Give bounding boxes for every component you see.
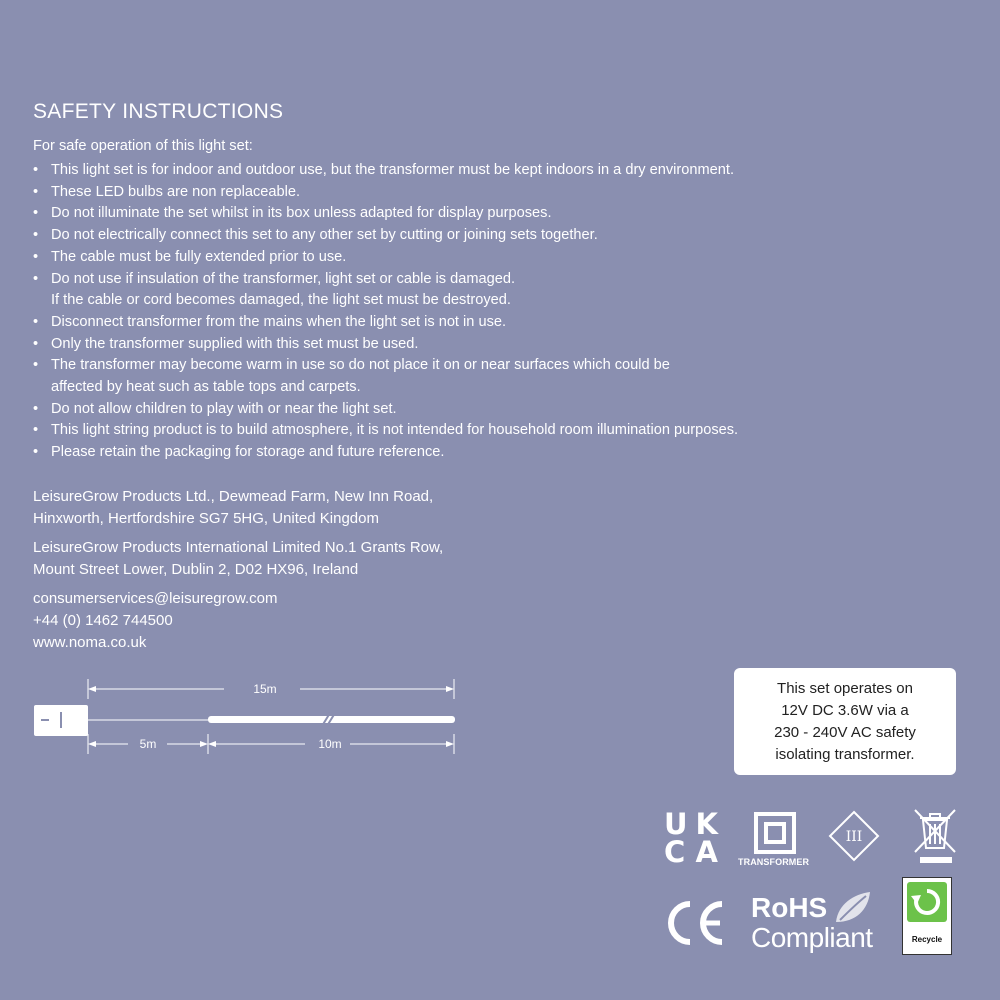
contact-website: www.noma.co.uk: [33, 634, 147, 651]
contact-email: consumerservices@leisuregrow.com: [33, 590, 278, 607]
page-title: SAFETY INSTRUCTIONS: [33, 100, 284, 123]
arrowhead: [88, 686, 96, 692]
svg-text:CA: CA: [664, 835, 718, 864]
lead-length-label: 5m: [139, 737, 157, 751]
operation-info-box: This set operates on 12V DC 3.6W via a 230 - 240V AC safety isolating transformer.: [734, 668, 956, 775]
svg-text:III: III: [845, 829, 863, 845]
plug-pin: [41, 719, 49, 721]
transformer-label: TRANSFORMER: [738, 857, 810, 867]
svg-text:UK: UK: [664, 808, 718, 841]
list-item: • The cable must be fully extended prior to use.: [33, 247, 738, 269]
arrowhead: [208, 741, 216, 747]
plug-pin: [60, 712, 62, 728]
break-mark: [327, 713, 335, 726]
lit-length-label: 10m: [318, 737, 342, 751]
list-item: • The transformer may become warm in use so do not place it on or near surfaces which could be affected by heat such as table tops and carpets.: [33, 355, 738, 398]
light-string: [208, 716, 455, 723]
recycle-mark: Recycle: [902, 877, 952, 955]
list-item: • Do not illuminate the set whilst in its box unless adapted for display purposes.: [33, 203, 738, 225]
recycle-icon: [907, 882, 947, 922]
uk-address: LeisureGrow Products Ltd., Dewmead Farm, New Inn Road, Hinxworth, Hertfordshire SG7 5HG, United Kingdom: [33, 488, 434, 527]
arrowhead: [88, 741, 96, 747]
class-three-icon: [828, 810, 880, 862]
svg-text:CE: CE: [664, 898, 666, 899]
ce-mark-icon: [664, 898, 726, 948]
ireland-address: LeisureGrow Products International Limited No.1 Grants Row, Mount Street Lower, Dublin 2, D02 HX96, Ireland: [33, 539, 444, 578]
list-item: • Do not electrically connect this set to any other set by cutting or joining sets together.: [33, 225, 738, 247]
ukca-mark-icon: [664, 808, 720, 864]
contact-phone: +44 (0) 1462 744500: [33, 612, 173, 629]
list-item: • Do not allow children to play with or near the light set.: [33, 399, 738, 421]
leaf-icon: [832, 890, 872, 926]
list-item: • This light string product is to build atmosphere, it is not intended for household room illumination purposes.: [33, 420, 738, 442]
list-item: • These LED bulbs are non replaceable.: [33, 182, 738, 204]
arrowhead: [446, 686, 454, 692]
instruction-list: [33, 160, 738, 464]
list-item: • Only the transformer supplied with this set must be used.: [33, 334, 738, 356]
transformer-plug: [34, 705, 88, 736]
list-item: • Please retain the packaging for storage and future reference.: [33, 442, 738, 464]
list-item: • This light set is for indoor and outdoor use, but the transformer must be kept indoors in a dry environment.: [33, 160, 738, 182]
double-insulated-icon: [754, 812, 796, 854]
arrowhead: [200, 741, 208, 747]
arrowhead: [446, 741, 454, 747]
intro-text: For safe operation of this light set:: [33, 138, 253, 154]
break-mark: [322, 713, 330, 726]
contact-info: [33, 588, 277, 654]
list-item: • Disconnect transformer from the mains when the light set is not in use.: [33, 312, 738, 334]
weee-bin-icon: [912, 808, 958, 866]
total-length-label: 15m: [253, 682, 277, 696]
rohs-mark: RoHS Compliant: [751, 892, 873, 953]
list-item: • Do not use if insulation of the transformer, light set or cable is damaged. If the cable or cord becomes damaged, the light set must be destroyed.: [33, 269, 738, 312]
